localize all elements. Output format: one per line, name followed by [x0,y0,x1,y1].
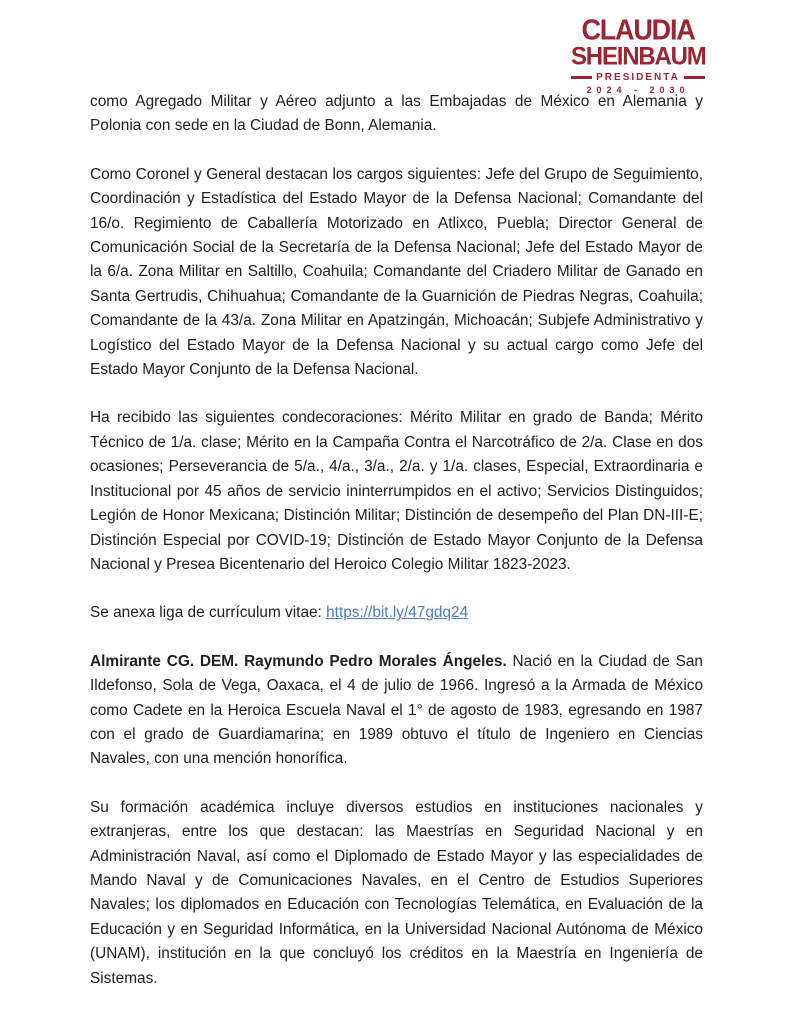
logo-name-sheinbaum: SHEINBAUM [571,42,706,71]
logo-title-row [571,72,705,83]
logo-years: 2024 - 2030 [586,85,690,95]
almirante-name-bold: Almirante CG. DEM. Raymundo Pedro Morales Ángeles. [90,652,507,670]
paragraph-attache: como Agregado Militar y Aéreo adjunto a las Embajadas de México en Alemania y Polonia con sede en la Ciudad de Bonn, Alemania. [90,93,703,135]
paragraph-cv-link [90,601,703,625]
logo-dash-left-icon [571,76,592,79]
logo-title-presidenta: PRESIDENTA [596,72,680,83]
paragraph-condecoraciones: Ha recibido las siguientes condecoraciones: Mérito Militar en grado de Banda; Mérito Técnico de 1/a. clase; Mérito en la Campaña Contra el Narcotráfico de 2/a. Clase en dos ocasiones; Perseverancia de 5/a., 4/a., 3/a., 2/a. y 1/a. clases, Especial, Extraordinaria e Institucional por 45 años de servicio ininterrumpidos en el activo; Servicios Distinguidos; Legión de Honor Mexicana; Distinción Militar; Distinción de desempeño del Plan DN-III-E; Distinción Especial por COVID-19; Distinción de Estado Mayor Conjunto de la Defensa Nacional y Presea Bicentenario del Heroico Colegio Militar 1823-2023. [90,409,703,573]
paragraph-almirante-bio [90,650,703,772]
paragraph-formacion: Su formación académica incluye diversos estudios en instituciones nacionales y extranjeras, entre los que destacan: las Maestrías en Seguridad Nacional y en Administración Naval, así como el Diplomado de Estado Mayor y las especialidades de Mando Naval y de Comunicaciones Navales, en el Centro de Estudios Superiores Navales; los diplomados en Educación con Tecnologías Telemática, en Evaluación de la Educación y en Seguridad Informática, en la Universidad Nacional Autónoma de México (UNAM), institución en la que concluyó los créditos en la Maestría en Ingeniería de Sistemas. [90,798,703,987]
logo-name-claudia: CLAUDIA [581,14,695,46]
cv-link-label: Se anexa liga de currículum vitae: [90,604,327,622]
almirante-bio-text: Nació en la Ciudad de San Ildefonso, Sola de Vega, Oaxaca, el 4 de julio de 1966. Ingresó a la Armada de México como Cadete en la Heroica Escuela Naval el 1° de agosto de 1983, egresando en 1987 con el grado de Guardiamarina; en 1989 obtuvo el título de Ingeniero en Ciencias Navales, con una mención honorífica. [90,652,703,768]
paragraph-cargos: Como Coronel y General destacan los cargos siguientes: Jefe del Grupo de Seguimiento, Coordinación y Estadística del Estado Mayor de la Defensa Nacional; Comandante del 16/o. Regimiento de Caballería Motorizado en Atlixco, Puebla; Director General de Comunicación Social de la Secretaría de la Defensa Nacional; Jefe del Estado Mayor de la 6/a. Zona Militar en Saltillo, Coahuila; Comandante del Criadero Militar de Ganado en Santa Gertrudis, Chihuahua; Comandante de la Guarnición de Piedras Negras, Coahuila; Comandante de la 43/a. Zona Militar en Apatzingán, Michoacán; Subjefe Administrativo y Logístico del Estado Mayor de la Defensa Nacional y su actual cargo como Jefe del Estado Mayor Conjunto de la Defensa Nacional. [90,165,703,379]
logo-dash-right-icon [684,76,705,79]
campaign-logo [571,14,706,95]
cv-hyperlink[interactable]: https://bit.ly/47gdq24 [326,604,469,622]
document-body [90,90,703,991]
